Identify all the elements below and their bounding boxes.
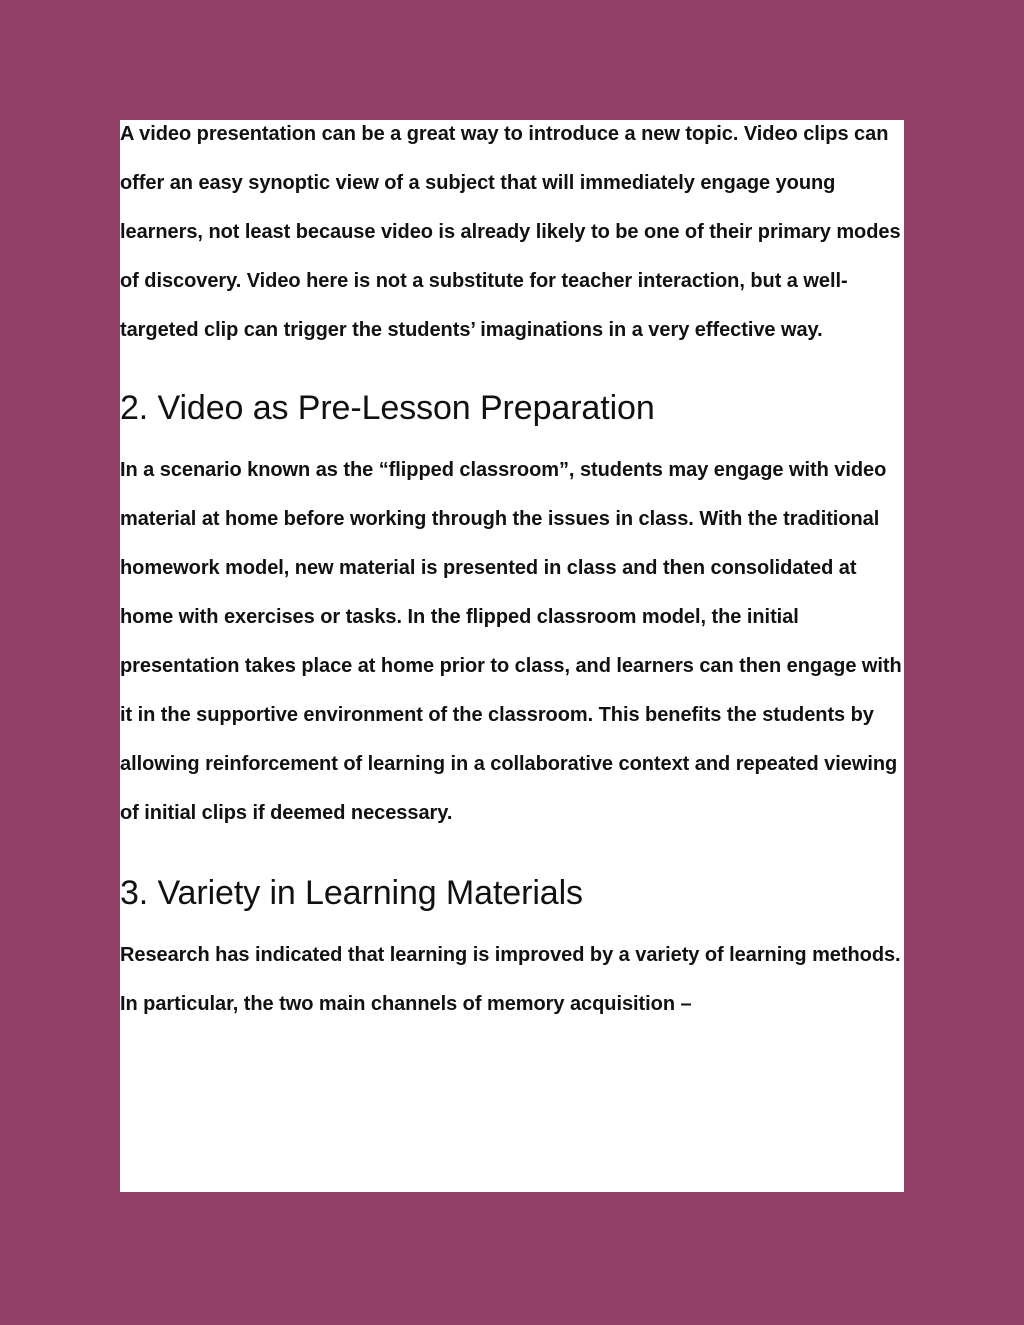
- document-page: [120, 120, 904, 1192]
- paragraph-intro-video: A video presentation can be a great way to introduce a new topic. Video clips can offer an easy synoptic view of a subject that will immediately engage young learners, not least because video is already likely to be one of their primary modes of discovery. Video here is not a substitute for teacher interaction, but a well-targeted clip can trigger the students’ imaginations in a very effective way.: [120, 123, 901, 341]
- section-heading-variety: 3. Variety in Learning Materials: [120, 874, 583, 912]
- section-heading-pre-lesson: 2. Video as Pre-Lesson Preparation: [120, 389, 655, 427]
- paragraph-flipped-classroom: In a scenario known as the “flipped classroom”, students may engage with video material at home before working through the issues in class. With the traditional homework model, new material is presented in class and then consolidated at home with exercises or tasks. In the flipped classroom model, the initial presentation takes place at home prior to class, and learners can then engage with it in the supportive environment of the classroom. This benefits the students by allowing reinforcement of learning in a collaborative context and repeated viewing of initial clips if deemed necessary.: [120, 459, 902, 824]
- paragraph-variety-learning: Research has indicated that learning is improved by a variety of learning methods. In particular, the two main channels of memory acquisition –: [120, 944, 901, 1015]
